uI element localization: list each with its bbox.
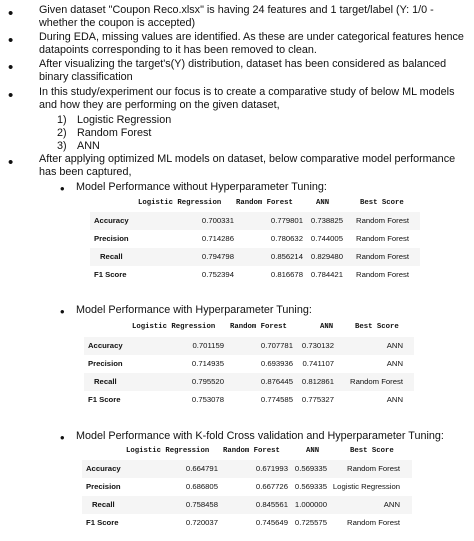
row-label: Accuracy [94, 216, 129, 225]
cell-rf: 0.667726 [255, 482, 288, 491]
table-row [84, 337, 414, 355]
cell-best: Logistic Regression [332, 482, 400, 491]
cell-ann: 0.741107 [302, 359, 334, 368]
table-title-no-tuning: Model Performance without Hyperparameter Tuning: [76, 181, 327, 193]
row-label: Recall [94, 377, 117, 386]
cell-lr: 0.758458 [185, 500, 218, 509]
column-header: Random Forest [223, 447, 280, 455]
cell-best: Random Forest [356, 252, 409, 261]
cell-lr: 0.794798 [201, 252, 234, 261]
column-header: ANN [316, 199, 330, 207]
cell-lr: 0.686805 [185, 482, 218, 491]
cell-ann: 0.775327 [301, 395, 334, 404]
cell-ann: 0.569335 [294, 464, 327, 473]
row-label: Recall [92, 500, 115, 509]
row-label: Accuracy [86, 464, 121, 473]
table-title-tuning: Model Performance with Hyperparameter Tuning: [76, 304, 312, 316]
bullet-dot: • [8, 87, 14, 104]
cell-lr: 0.714286 [201, 234, 234, 243]
column-header: Logistic Regression [132, 323, 216, 331]
bullet-dot: • [8, 154, 14, 171]
column-header: Random Forest [236, 199, 293, 207]
table-row [82, 460, 412, 478]
cell-rf: 0.845561 [255, 500, 288, 509]
sub-bullet-dot: • [60, 181, 65, 196]
cell-lr: 0.701159 [192, 341, 224, 350]
row-label: Precision [88, 359, 123, 368]
model-number: 2) [57, 127, 67, 139]
table-row [82, 496, 412, 514]
cell-rf: 0.774585 [260, 395, 293, 404]
row-label: Recall [100, 252, 123, 261]
cell-rf: 0.671993 [255, 464, 288, 473]
cell-rf: 0.707781 [260, 341, 293, 350]
model-name: Logistic Regression [77, 114, 172, 126]
bullet-dot: • [8, 5, 14, 22]
column-header: Logistic Regression [138, 199, 222, 207]
bullet-dot: • [8, 32, 14, 49]
cell-ann: 0.784421 [310, 270, 343, 279]
table-row [84, 391, 414, 409]
cell-best: Random Forest [356, 270, 409, 279]
column-header: Best Score [355, 323, 399, 331]
cell-best: Random Forest [347, 464, 400, 473]
cell-ann: 0.730132 [301, 341, 334, 350]
cell-rf: 0.876445 [260, 377, 293, 386]
bullet-dot: • [8, 59, 14, 76]
sub-bullet-dot: • [60, 430, 65, 445]
cell-rf: 0.779801 [270, 216, 303, 225]
cell-lr: 0.795520 [191, 377, 224, 386]
cell-lr: 0.720037 [185, 518, 218, 527]
column-header: ANN [320, 323, 334, 331]
cell-ann: 0.725575 [294, 518, 327, 527]
row-label: F1 Score [86, 518, 119, 527]
cell-ann: 0.569335 [294, 482, 327, 491]
cell-ann: 1.000000 [294, 500, 327, 509]
cell-ann: 0.738825 [310, 216, 343, 225]
table-row [84, 355, 414, 373]
row-label: Precision [86, 482, 121, 491]
row-label: Precision [94, 234, 129, 243]
table-row [90, 248, 420, 266]
cell-lr: 0.714935 [191, 359, 224, 368]
table-row [90, 266, 420, 284]
cell-best: Random Forest [350, 377, 403, 386]
table-row [82, 514, 412, 532]
column-header: Best Score [360, 199, 404, 207]
cell-lr: 0.752394 [201, 270, 234, 279]
cell-rf: 0.856214 [270, 252, 303, 261]
table-row [90, 230, 420, 248]
cell-ann: 0.829480 [310, 252, 343, 261]
cell-ann: 0.812861 [301, 377, 334, 386]
row-label: F1 Score [88, 395, 121, 404]
cell-best: ANN [386, 395, 403, 404]
bullet-text-results: After applying optimized ML models on dataset, below comparative model performance has been captured, [39, 153, 456, 178]
column-header: Best Score [350, 447, 394, 455]
cell-rf: 0.816678 [270, 270, 303, 279]
cell-lr: 0.700331 [201, 216, 234, 225]
column-header: Logistic Regression [126, 447, 210, 455]
model-list-item [57, 140, 100, 153]
model-number: 3) [57, 140, 67, 152]
table-row [82, 478, 412, 496]
model-name: ANN [77, 140, 100, 152]
row-label: F1 Score [94, 270, 127, 279]
cell-rf: 0.780632 [270, 234, 303, 243]
cell-lr: 0.753078 [191, 395, 224, 404]
cell-rf: 0.693936 [260, 359, 293, 368]
cell-best: Random Forest [356, 234, 409, 243]
cell-best: Random Forest [356, 216, 409, 225]
sub-bullet-dot: • [60, 304, 65, 319]
table-row [90, 212, 420, 230]
cell-best: ANN [386, 341, 403, 350]
table-title-kfold: Model Performance with K-fold Cross validation and Hyperparameter Tuning: [76, 430, 444, 442]
cell-lr: 0.664791 [185, 464, 218, 473]
bullet-text-target: After visualizing the target's(Y) distribution, dataset has been considered as balanced binary classification [39, 58, 447, 83]
cell-best: ANN [386, 359, 403, 368]
bullet-text-study: In this study/experiment our focus is to create a comparative study of below ML models and how they are performing on the given dataset, [39, 86, 455, 111]
row-label: Accuracy [88, 341, 123, 350]
table-no-tuning [90, 199, 420, 293]
table-row [84, 373, 414, 391]
bullet-text-dataset: Given dataset "Coupon Reco.xlsx" is having 24 features and 1 target/label (Y: 1/0 - whether the coupon is accepted) [39, 4, 434, 29]
model-list-item [57, 114, 171, 127]
model-list-item [57, 127, 151, 140]
cell-ann: 0.744005 [310, 234, 343, 243]
cell-best: ANN [383, 500, 400, 509]
model-name: Random Forest [77, 127, 152, 139]
column-header: ANN [306, 447, 320, 455]
bullet-text-eda: During EDA, missing values are identified. As these are under categorical features hence datapoints corresponding to it has been removed to clean. [39, 31, 464, 56]
model-number: 1) [57, 114, 67, 126]
column-header: Random Forest [230, 323, 287, 331]
table-tuning [84, 323, 414, 417]
cell-rf: 0.745649 [255, 518, 288, 527]
cell-best: Random Forest [347, 518, 400, 527]
table-kfold [82, 447, 412, 541]
